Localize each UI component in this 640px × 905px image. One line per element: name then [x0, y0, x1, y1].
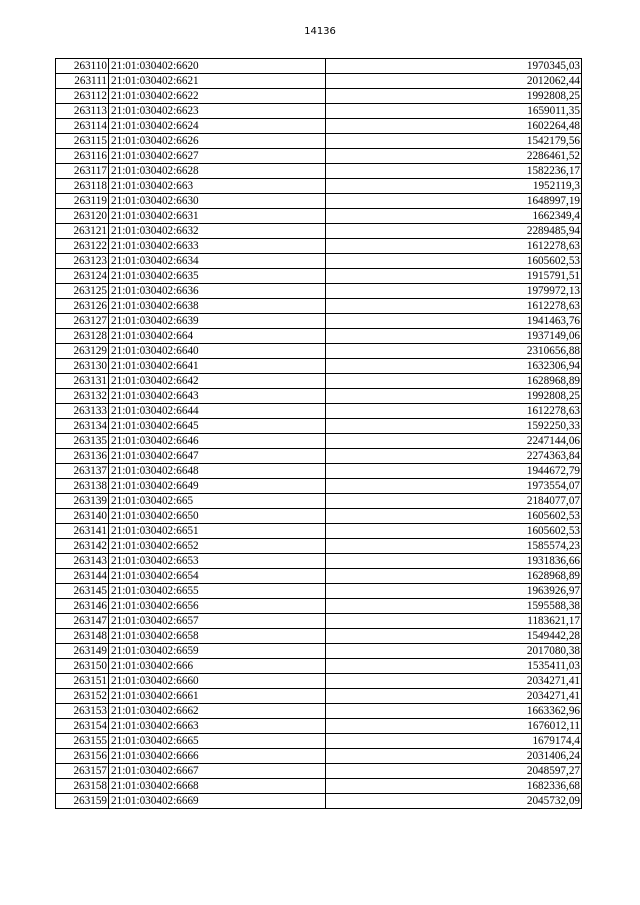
row-number-cell: 263111 [56, 74, 109, 89]
row-number-cell: 263110 [56, 59, 109, 74]
cadastral-number-cell: 21:01:030402:6641 [109, 359, 326, 374]
table-row [56, 374, 582, 389]
cadastral-value-cell: 2247144,06 [326, 434, 582, 449]
row-number-cell: 263124 [56, 269, 109, 284]
row-number-cell: 263144 [56, 569, 109, 584]
cadastral-number-cell: 21:01:030402:6650 [109, 509, 326, 524]
cadastral-value-cell: 1676012,11 [326, 719, 582, 734]
row-number-cell: 263149 [56, 644, 109, 659]
cadastral-value-cell: 2048597,27 [326, 764, 582, 779]
row-number-cell: 263143 [56, 554, 109, 569]
cadastral-number-cell: 21:01:030402:6651 [109, 524, 326, 539]
cadastral-value-cell: 1542179,56 [326, 134, 582, 149]
table-row [56, 749, 582, 764]
cadastral-value-cell: 1937149,06 [326, 329, 582, 344]
table-row [56, 629, 582, 644]
table-row [56, 464, 582, 479]
row-number-cell: 263129 [56, 344, 109, 359]
table-row [56, 704, 582, 719]
cadastral-value-cell: 1183621,17 [326, 614, 582, 629]
row-number-cell: 263114 [56, 119, 109, 134]
cadastral-number-cell: 21:01:030402:6658 [109, 629, 326, 644]
row-number-cell: 263120 [56, 209, 109, 224]
cadastral-number-cell: 21:01:030402:666 [109, 659, 326, 674]
cadastral-value-cell: 2045732,09 [326, 794, 582, 809]
cadastral-value-cell: 1963926,97 [326, 584, 582, 599]
cadastral-value-cell: 1605602,53 [326, 254, 582, 269]
row-number-cell: 263128 [56, 329, 109, 344]
cadastral-value-cell: 2289485,94 [326, 224, 582, 239]
table-row [56, 329, 582, 344]
cadastral-value-cell: 1648997,19 [326, 194, 582, 209]
table-row [56, 494, 582, 509]
cadastral-value-cell: 1944672,79 [326, 464, 582, 479]
table-row [56, 794, 582, 809]
row-number-cell: 263153 [56, 704, 109, 719]
table-row [56, 644, 582, 659]
cadastral-number-cell: 21:01:030402:6634 [109, 254, 326, 269]
table-row [56, 164, 582, 179]
row-number-cell: 263121 [56, 224, 109, 239]
cadastral-number-cell: 21:01:030402:6665 [109, 734, 326, 749]
cadastral-number-cell: 21:01:030402:6657 [109, 614, 326, 629]
row-number-cell: 263148 [56, 629, 109, 644]
table-row [56, 689, 582, 704]
cadastral-value-cell: 1915791,51 [326, 269, 582, 284]
cadastral-number-cell: 21:01:030402:6649 [109, 479, 326, 494]
cadastral-number-cell: 21:01:030402:6653 [109, 554, 326, 569]
row-number-cell: 263158 [56, 779, 109, 794]
row-number-cell: 263136 [56, 449, 109, 464]
row-number-cell: 263154 [56, 719, 109, 734]
row-number-cell: 263115 [56, 134, 109, 149]
row-number-cell: 263145 [56, 584, 109, 599]
row-number-cell: 263140 [56, 509, 109, 524]
cadastral-value-table [55, 58, 582, 809]
row-number-cell: 263127 [56, 314, 109, 329]
row-number-cell: 263147 [56, 614, 109, 629]
cadastral-number-cell: 21:01:030402:6667 [109, 764, 326, 779]
cadastral-value-cell: 1659011,35 [326, 104, 582, 119]
cadastral-value-cell: 1628968,89 [326, 569, 582, 584]
cadastral-number-cell: 21:01:030402:6663 [109, 719, 326, 734]
cadastral-number-cell: 21:01:030402:6640 [109, 344, 326, 359]
cadastral-number-cell: 21:01:030402:6652 [109, 539, 326, 554]
row-number-cell: 263126 [56, 299, 109, 314]
cadastral-number-cell: 21:01:030402:6621 [109, 74, 326, 89]
table-row [56, 299, 582, 314]
cadastral-value-cell: 2017080,38 [326, 644, 582, 659]
table-row [56, 254, 582, 269]
cadastral-value-cell: 1952119,3 [326, 179, 582, 194]
row-number-cell: 263137 [56, 464, 109, 479]
table-row [56, 569, 582, 584]
cadastral-value-cell: 1679174,4 [326, 734, 582, 749]
row-number-cell: 263157 [56, 764, 109, 779]
cadastral-value-cell: 1663362,96 [326, 704, 582, 719]
table-row [56, 224, 582, 239]
cadastral-number-cell: 21:01:030402:6668 [109, 779, 326, 794]
cadastral-number-cell: 21:01:030402:6645 [109, 419, 326, 434]
cadastral-number-cell: 21:01:030402:6659 [109, 644, 326, 659]
row-number-cell: 263155 [56, 734, 109, 749]
cadastral-value-cell: 1632306,94 [326, 359, 582, 374]
row-number-cell: 263130 [56, 359, 109, 374]
table-row [56, 674, 582, 689]
row-number-cell: 263131 [56, 374, 109, 389]
table-row [56, 74, 582, 89]
row-number-cell: 263152 [56, 689, 109, 704]
table-row [56, 194, 582, 209]
table-row [56, 419, 582, 434]
cadastral-number-cell: 21:01:030402:6622 [109, 89, 326, 104]
cadastral-value-cell: 1973554,07 [326, 479, 582, 494]
cadastral-value-cell: 1612278,63 [326, 299, 582, 314]
cadastral-number-cell: 21:01:030402:6654 [109, 569, 326, 584]
row-number-cell: 263119 [56, 194, 109, 209]
cadastral-number-cell: 21:01:030402:6626 [109, 134, 326, 149]
row-number-cell: 263125 [56, 284, 109, 299]
cadastral-value-cell: 2184077,07 [326, 494, 582, 509]
row-number-cell: 263116 [56, 149, 109, 164]
cadastral-number-cell: 21:01:030402:6647 [109, 449, 326, 464]
cadastral-value-cell: 1582236,17 [326, 164, 582, 179]
row-number-cell: 263141 [56, 524, 109, 539]
table-row [56, 179, 582, 194]
page-number: 14136 [304, 26, 336, 37]
table-row [56, 134, 582, 149]
cadastral-value-cell: 1662349,4 [326, 209, 582, 224]
cadastral-value-cell: 1941463,76 [326, 314, 582, 329]
table-body [56, 59, 582, 809]
cadastral-number-cell: 21:01:030402:6639 [109, 314, 326, 329]
cadastral-value-cell: 1535411,03 [326, 659, 582, 674]
table-row [56, 314, 582, 329]
cadastral-value-cell: 1612278,63 [326, 404, 582, 419]
row-number-cell: 263117 [56, 164, 109, 179]
cadastral-value-cell: 1549442,28 [326, 629, 582, 644]
cadastral-number-cell: 21:01:030402:6646 [109, 434, 326, 449]
row-number-cell: 263156 [56, 749, 109, 764]
row-number-cell: 263133 [56, 404, 109, 419]
table-row [56, 359, 582, 374]
cadastral-number-cell: 21:01:030402:6631 [109, 209, 326, 224]
cadastral-number-cell: 21:01:030402:6669 [109, 794, 326, 809]
cadastral-number-cell: 21:01:030402:6661 [109, 689, 326, 704]
table-row [56, 59, 582, 74]
table-row [56, 149, 582, 164]
row-number-cell: 263138 [56, 479, 109, 494]
cadastral-value-cell: 2034271,41 [326, 674, 582, 689]
table-row [56, 524, 582, 539]
cadastral-number-cell: 21:01:030402:664 [109, 329, 326, 344]
cadastral-number-cell: 21:01:030402:6644 [109, 404, 326, 419]
table-row [56, 389, 582, 404]
cadastral-value-cell: 2310656,88 [326, 344, 582, 359]
cadastral-number-cell: 21:01:030402:6635 [109, 269, 326, 284]
row-number-cell: 263142 [56, 539, 109, 554]
table-row [56, 449, 582, 464]
row-number-cell: 263118 [56, 179, 109, 194]
row-number-cell: 263150 [56, 659, 109, 674]
table-row [56, 284, 582, 299]
table-row [56, 269, 582, 284]
cadastral-number-cell: 21:01:030402:6642 [109, 374, 326, 389]
table-row [56, 554, 582, 569]
table-row [56, 434, 582, 449]
table-row [56, 614, 582, 629]
cadastral-value-cell: 2034271,41 [326, 689, 582, 704]
cadastral-number-cell: 21:01:030402:6620 [109, 59, 326, 74]
table-row [56, 584, 582, 599]
row-number-cell: 263159 [56, 794, 109, 809]
row-number-cell: 263123 [56, 254, 109, 269]
table-row [56, 734, 582, 749]
cadastral-value-cell: 1592250,33 [326, 419, 582, 434]
cadastral-number-cell: 21:01:030402:6628 [109, 164, 326, 179]
table-row [56, 599, 582, 614]
cadastral-number-cell: 21:01:030402:6623 [109, 104, 326, 119]
cadastral-value-cell: 1931836,66 [326, 554, 582, 569]
cadastral-value-cell: 2274363,84 [326, 449, 582, 464]
cadastral-number-cell: 21:01:030402:6627 [109, 149, 326, 164]
table-row [56, 479, 582, 494]
cadastral-value-cell: 1595588,38 [326, 599, 582, 614]
table-row [56, 764, 582, 779]
cadastral-number-cell: 21:01:030402:6660 [109, 674, 326, 689]
cadastral-number-cell: 21:01:030402:6624 [109, 119, 326, 134]
row-number-cell: 263139 [56, 494, 109, 509]
table-row [56, 659, 582, 674]
cadastral-number-cell: 21:01:030402:6632 [109, 224, 326, 239]
table-row [56, 104, 582, 119]
cadastral-value-cell: 1585574,23 [326, 539, 582, 554]
table-row [56, 89, 582, 104]
cadastral-number-cell: 21:01:030402:6648 [109, 464, 326, 479]
cadastral-number-cell: 21:01:030402:6656 [109, 599, 326, 614]
cadastral-value-cell: 1605602,53 [326, 524, 582, 539]
row-number-cell: 263132 [56, 389, 109, 404]
cadastral-number-cell: 21:01:030402:665 [109, 494, 326, 509]
table-row [56, 539, 582, 554]
cadastral-number-cell: 21:01:030402:6630 [109, 194, 326, 209]
cadastral-number-cell: 21:01:030402:6636 [109, 284, 326, 299]
row-number-cell: 263113 [56, 104, 109, 119]
cadastral-number-cell: 21:01:030402:6655 [109, 584, 326, 599]
cadastral-value-cell: 2012062,44 [326, 74, 582, 89]
table-row [56, 209, 582, 224]
cadastral-value-cell: 1970345,03 [326, 59, 582, 74]
cadastral-value-cell: 1612278,63 [326, 239, 582, 254]
cadastral-value-cell: 1992808,25 [326, 89, 582, 104]
cadastral-value-cell: 1628968,89 [326, 374, 582, 389]
table-row [56, 404, 582, 419]
row-number-cell: 263134 [56, 419, 109, 434]
cadastral-value-cell: 2286461,52 [326, 149, 582, 164]
table-row [56, 239, 582, 254]
cadastral-number-cell: 21:01:030402:6662 [109, 704, 326, 719]
row-number-cell: 263146 [56, 599, 109, 614]
table-row [56, 119, 582, 134]
cadastral-number-cell: 21:01:030402:6638 [109, 299, 326, 314]
cadastral-number-cell: 21:01:030402:6633 [109, 239, 326, 254]
cadastral-number-cell: 21:01:030402:6666 [109, 749, 326, 764]
row-number-cell: 263151 [56, 674, 109, 689]
cadastral-value-cell: 1605602,53 [326, 509, 582, 524]
table-row [56, 719, 582, 734]
row-number-cell: 263122 [56, 239, 109, 254]
cadastral-value-cell: 1979972,13 [326, 284, 582, 299]
cadastral-value-cell: 1682336,68 [326, 779, 582, 794]
cadastral-value-cell: 1602264,48 [326, 119, 582, 134]
table-row [56, 509, 582, 524]
table-row [56, 779, 582, 794]
table-row [56, 344, 582, 359]
row-number-cell: 263135 [56, 434, 109, 449]
cadastral-value-cell: 2031406,24 [326, 749, 582, 764]
row-number-cell: 263112 [56, 89, 109, 104]
cadastral-number-cell: 21:01:030402:663 [109, 179, 326, 194]
cadastral-value-cell: 1992808,25 [326, 389, 582, 404]
cadastral-number-cell: 21:01:030402:6643 [109, 389, 326, 404]
